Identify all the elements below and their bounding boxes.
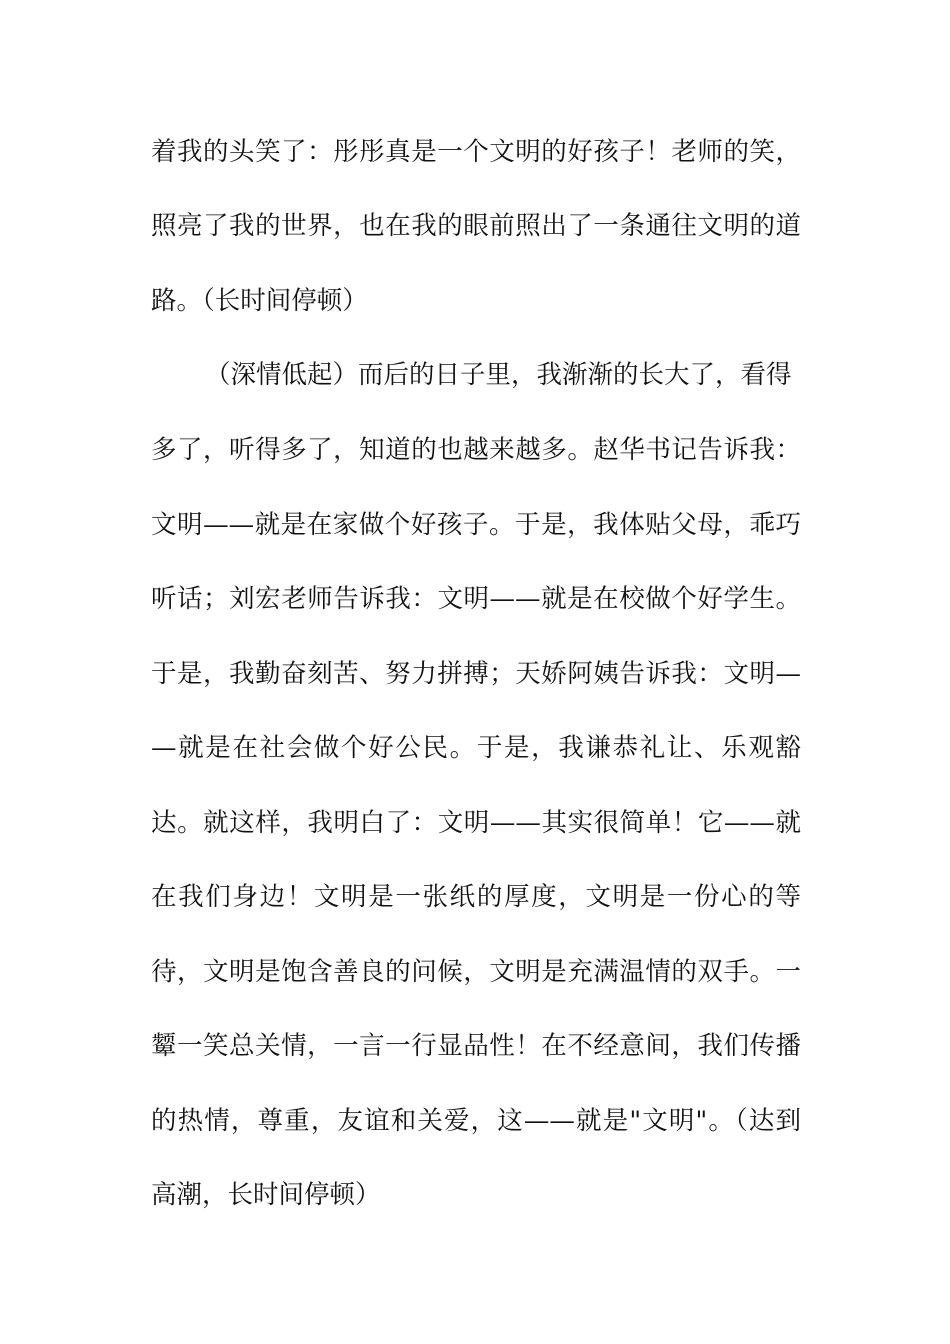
paragraph-line: 文明——就是在家做个好孩子。于是，我体贴父母，乖巧 (151, 510, 801, 540)
paragraph-line: 照亮了我的世界，也在我的眼前照出了一条通往文明的道 (151, 211, 801, 241)
paragraph-line: 达。就这样，我明白了：文明——其实很简单！它——就 (151, 808, 801, 838)
paragraph-line: 于是，我勤奋刻苦、努力拼搏；天娇阿姨告诉我：文明— (151, 659, 801, 689)
paragraph-line: 待，文明是饱含善良的问候，文明是充满温情的双手。一 (151, 957, 801, 987)
paragraph-line: 颦一笑总关情，一言一行显品性！在不经意间，我们传播 (151, 1031, 801, 1061)
paragraph-line: 听话；刘宏老师告诉我：文明——就是在校做个好学生。 (151, 584, 801, 614)
paragraph-line: 的热情，尊重，友谊和关爱，这——就是"文明"。（达到 (151, 1106, 801, 1136)
paragraph-line: 路。（长时间停顿） (151, 286, 368, 316)
paragraph-line: （深情低起）而后的日子里，我渐渐的长大了，看得 (205, 360, 792, 390)
paragraph-line: 着我的头笑了：彤彤真是一个文明的好孩子！老师的笑， (151, 137, 801, 167)
paragraph-line: —就是在社会做个好公民。于是，我谦恭礼让、乐观豁 (151, 733, 801, 763)
paragraph-line: 在我们身边！文明是一张纸的厚度，文明是一份心的等 (151, 882, 801, 912)
paragraph-line: 多了，听得多了，知道的也越来越多。赵华书记告诉我： (151, 435, 801, 465)
paragraph-line: 高潮，长时间停顿） (151, 1180, 381, 1210)
